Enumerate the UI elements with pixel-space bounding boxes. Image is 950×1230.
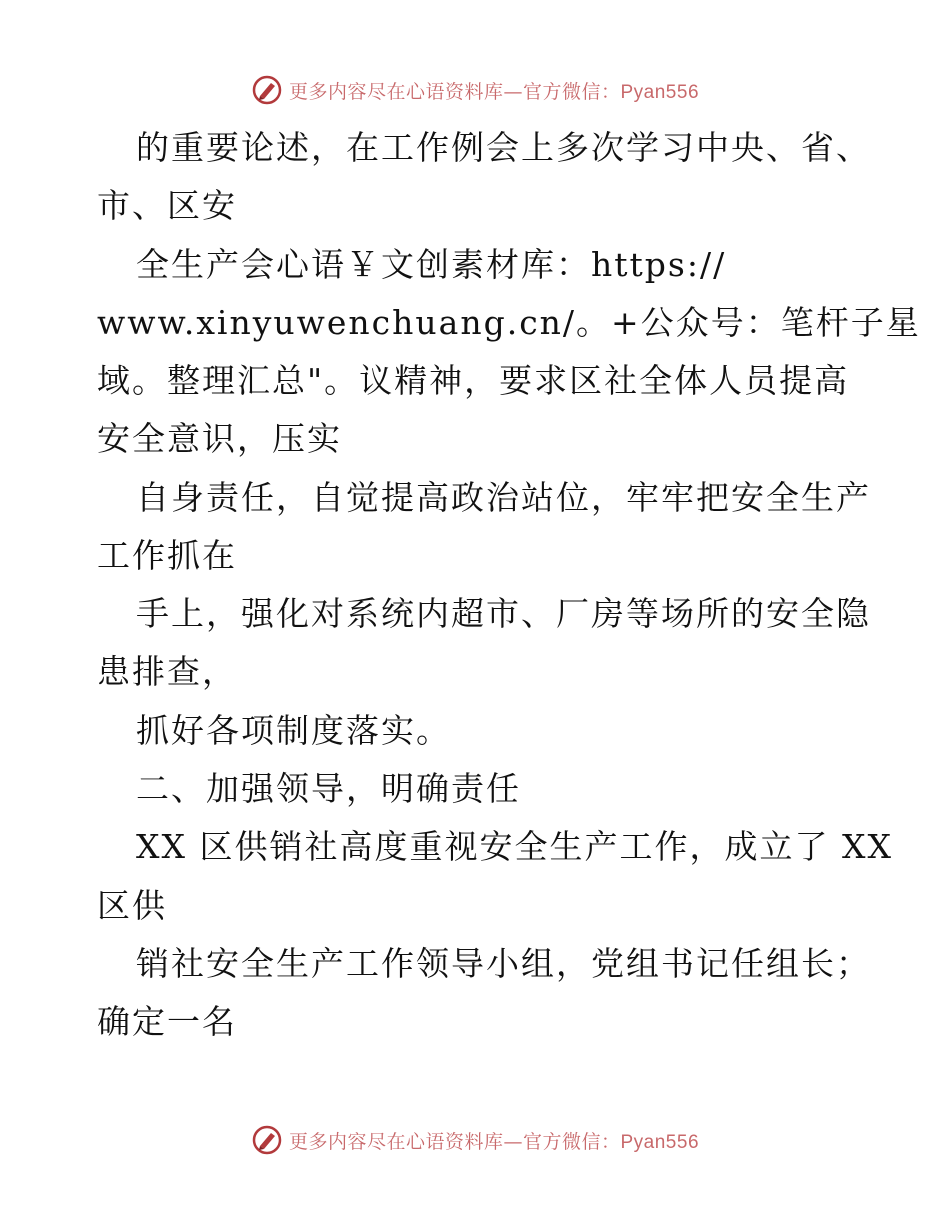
paragraph-line: 手上，强化对系统内超市、厂房等场所的安全隐 [136, 594, 871, 633]
paragraph-line: www.xinyuwenchuang.cn/。+公众号：笔杆子星 [97, 303, 921, 342]
paragraph-line: 安全意识，压实 [97, 419, 342, 458]
section-heading: 二、加强领导，明确责任 [136, 769, 521, 808]
footer-watermark [0, 1120, 950, 1160]
paragraph-line: 自身责任，自觉提高政治站位，牢牢把安全生产 [136, 478, 871, 517]
paragraph-line: 患排查， [97, 652, 237, 691]
watermark-text: 更多内容尽在心语资料库—官方微信：Pyan556 [288, 80, 700, 103]
paragraph-line: 域。整理汇总"。议精神，要求区社全体人员提高 [97, 361, 850, 400]
watermark-text: 更多内容尽在心语资料库—官方微信：Pyan556 [288, 1130, 700, 1153]
red-pen-seal-icon [251, 74, 283, 106]
paragraph-line: 工作抓在 [97, 536, 237, 575]
paragraph-line: 市、区安 [97, 186, 237, 225]
red-pen-seal-icon [251, 1124, 283, 1156]
paragraph-line: 销社安全生产工作领导小组，党组书记任组长； [136, 944, 871, 983]
paragraph-line: 的重要论述，在工作例会上多次学习中央、省、 [136, 128, 871, 167]
header-watermark [0, 70, 950, 110]
paragraph-line: 全生产会心语￥文创素材库：https:// [136, 245, 727, 284]
paragraph-line: 确定一名 [97, 1002, 237, 1041]
paragraph-line: XX 区供销社高度重视安全生产工作，成立了 XX [136, 827, 893, 866]
paragraph-line: 区供 [97, 886, 167, 925]
paragraph-line: 抓好各项制度落实。 [136, 711, 451, 750]
